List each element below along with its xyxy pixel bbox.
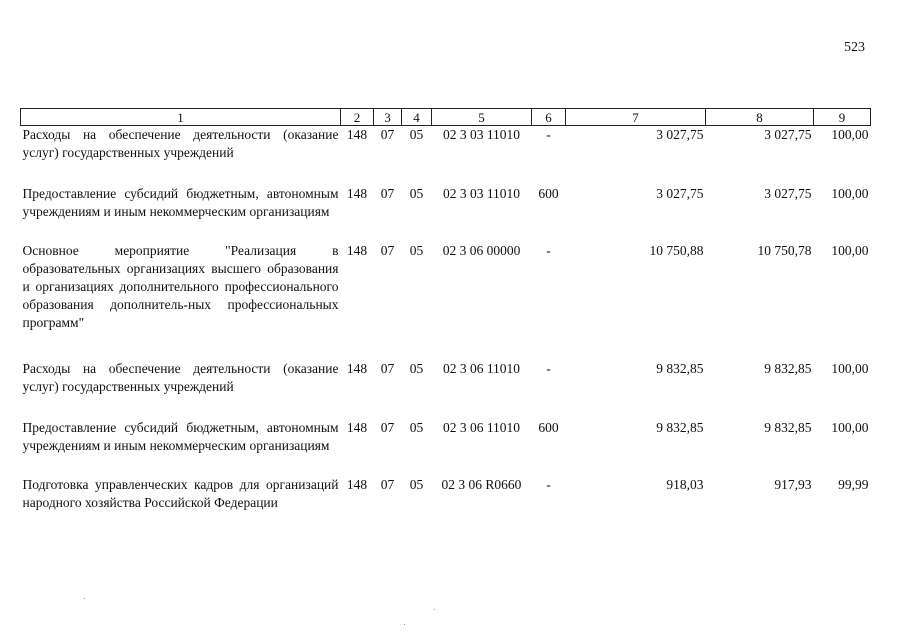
cell-executed-amount: 3 027,75 — [764, 127, 812, 142]
cell-executed-amount: 9 832,85 — [764, 360, 812, 376]
cell-planned-amount: 9 832,85 — [656, 360, 704, 376]
column-header: 5 — [432, 109, 532, 126]
cell-planned-amount: 3 027,75 — [656, 127, 704, 142]
scan-speck — [84, 598, 85, 599]
cell-section-code: 07 — [380, 185, 395, 201]
cell-section-code: 07 — [380, 476, 395, 492]
cell-target-article: 02 3 06 00000 — [442, 242, 521, 258]
cell-planned-amount: 10 750,88 — [649, 242, 704, 258]
cell-execution-percent: 100,00 — [831, 419, 869, 435]
cell-target-article: 02 3 06 11010 — [442, 419, 521, 435]
cell-executed-amount: 10 750,78 — [757, 242, 812, 258]
cell-expense-type: - — [546, 127, 551, 142]
table-row — [21, 476, 871, 532]
table-row — [21, 419, 871, 476]
expense-name: Расходы на обеспечение деятельности (оказание услуг) государственных учреждений — [22, 127, 339, 160]
column-header: 2 — [341, 109, 374, 126]
cell-target-article: 02 3 06 R0660 — [441, 476, 522, 492]
cell-executed-amount: 3 027,75 — [764, 185, 812, 201]
column-header: 8 — [706, 109, 814, 126]
expense-name: Расходы на обеспечение деятельности (оказание услуг) государственных учреждений — [22, 360, 339, 394]
cell-subsection-code: 05 — [409, 476, 424, 492]
cell-section-code: 07 — [380, 360, 395, 376]
expense-name: Предоставление субсидий бюджетным, автономным учреждениям и иным некоммерческим организациям — [22, 419, 339, 453]
cell-target-article: 02 3 03 11010 — [442, 185, 521, 201]
cell-ministry-code: 148 — [346, 419, 368, 435]
cell-execution-percent: 100,00 — [831, 242, 869, 258]
cell-target-article: 02 3 06 11010 — [442, 360, 521, 376]
cell-subsection-code: 05 — [409, 419, 424, 435]
cell-executed-amount: 917,93 — [774, 476, 812, 492]
cell-subsection-code: 05 — [409, 242, 424, 258]
cell-execution-percent: 100,00 — [831, 360, 869, 376]
cell-section-code: 07 — [380, 127, 395, 142]
scan-speck — [434, 609, 435, 610]
cell-planned-amount: 3 027,75 — [656, 185, 704, 201]
table-row — [21, 360, 871, 419]
cell-subsection-code: 05 — [409, 360, 424, 376]
cell-subsection-code: 05 — [409, 127, 424, 142]
expense-name: Предоставление субсидий бюджетным, автономным учреждениям и иным некоммерческим организациям — [22, 185, 339, 219]
column-header: 9 — [814, 109, 871, 126]
cell-subsection-code: 05 — [409, 185, 424, 201]
cell-execution-percent: 100,00 — [831, 127, 869, 142]
cell-expense-type: - — [546, 360, 551, 376]
budget-table — [20, 108, 871, 532]
table-row — [21, 185, 871, 242]
cell-expense-type: - — [546, 242, 551, 258]
scan-speck — [404, 624, 405, 625]
cell-section-code: 07 — [380, 419, 395, 435]
table-row — [21, 126, 871, 185]
cell-section-code: 07 — [380, 242, 395, 258]
cell-ministry-code: 148 — [346, 242, 368, 258]
table-row — [21, 242, 871, 360]
page-number: 523 — [844, 40, 865, 55]
cell-ministry-code: 148 — [346, 360, 368, 376]
cell-planned-amount: 918,03 — [666, 476, 704, 492]
cell-expense-type: 600 — [538, 185, 559, 201]
cell-ministry-code: 148 — [346, 185, 368, 201]
column-header: 7 — [566, 109, 706, 126]
cell-expense-type: 600 — [538, 419, 559, 435]
cell-executed-amount: 9 832,85 — [764, 419, 812, 435]
cell-execution-percent: 100,00 — [831, 185, 869, 201]
expense-name: Основное мероприятие "Реализация в образовательных организациях высшего образования и организациях дополнительного профессионального образования дополнитель-ных профессиональных программ" — [22, 242, 339, 330]
cell-expense-type: - — [546, 476, 551, 492]
column-header: 4 — [402, 109, 432, 126]
column-header: 1 — [21, 109, 341, 126]
cell-planned-amount: 9 832,85 — [656, 419, 704, 435]
cell-ministry-code: 148 — [346, 476, 368, 492]
column-header: 6 — [532, 109, 566, 126]
cell-target-article: 02 3 03 11010 — [442, 127, 521, 142]
column-number-row — [21, 109, 871, 126]
expense-name: Подготовка управленческих кадров для организаций народного хозяйства Российской Федерации — [22, 476, 339, 510]
cell-ministry-code: 148 — [346, 127, 368, 142]
cell-execution-percent: 99,99 — [838, 476, 869, 492]
column-header: 3 — [374, 109, 402, 126]
